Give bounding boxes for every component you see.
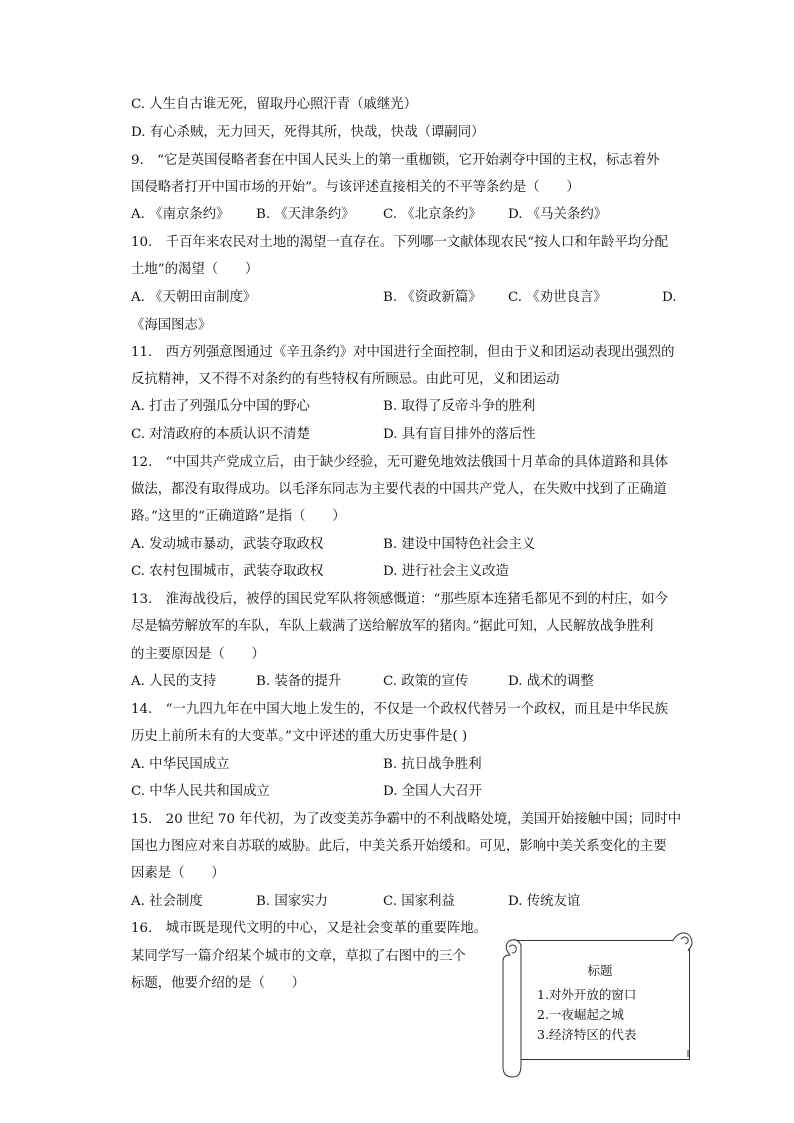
q16-stem-line2: 某同学写一篇介绍某个城市的文章，草拟了右图中的三个 (131, 949, 466, 964)
q14-option-c: C. 中华人民共和国成立 (131, 784, 270, 799)
q15-option-a: A. 社会制度 (131, 894, 203, 909)
q12-stem-line1: 12. “中国共产党成立后，由于缺少经验，无可避免地效法俄国十月革命的具体道路和具体 (131, 455, 668, 470)
q9-option-a: A. 《南京条约》 (131, 207, 230, 222)
q9-stem-line1: 9. “它是英国侵略者套在中国人民头上的第一重枷锁，它开始剥夺中国的主权，标志着外 (131, 153, 660, 168)
q10-stem-line2: 土地”的渴望（ ） (131, 262, 259, 277)
q14-stem-line2: 历史上前所未有的大变革。”文中评述的重大历史事件是( ) (131, 729, 468, 744)
q15-option-c: C. 国家利益 (383, 894, 455, 909)
scroll-item-1: 1.对外开放的窗口 (537, 987, 637, 1002)
q13-stem-line1: 13. 淮海战役后，被俘的国民党军队将领感慨道：“那些原本连猪毛都见不到的村庄，如今 (131, 592, 668, 607)
scroll-item-3: 3.经济特区的代表 (537, 1027, 637, 1042)
q10-stem-line1: 10. 千百年来农民对土地的渴望一直存在。下列哪一文献体现农民“按人口和年龄平均分配 (131, 235, 668, 250)
q15-stem-line3: 因素是（ ） (131, 866, 225, 881)
q13-stem-line3: 的主要原因是（ ） (131, 647, 265, 662)
q8-option-c: C. 人生自古谁无死，留取丹心照汗青（戚继光） (131, 97, 418, 112)
q12-stem-line3: 路。”这里的“正确道路”是指（ ） (131, 509, 346, 524)
q13-option-c: C. 政策的宣传 (383, 674, 469, 689)
q15-stem-line2: 国也力图应对来自苏联的威胁。此后，中美关系开始缓和。可见，影响中美关系变化的主要 (131, 839, 667, 854)
q15-option-d: D. 传统友谊 (508, 894, 581, 909)
q10-option-d: D. (662, 290, 677, 305)
q15-option-b: B. 国家实力 (256, 894, 328, 909)
q11-stem-line2: 反抗精神，又不得不对条约的有些特权有所顾忌。由此可见，义和团运动 (131, 372, 560, 387)
q10-option-a: A. 《天朝田亩制度》 (131, 290, 257, 305)
q11-option-d: D. 具有盲目排外的落后性 (383, 427, 536, 442)
q9-option-b: B. 《天津条约》 (256, 207, 355, 222)
q13-option-b: B. 装备的提升 (256, 674, 342, 689)
q11-option-c: C. 对清政府的本质认识不清楚 (131, 427, 310, 442)
q12-stem-line2: 做法，都没有取得成功。以毛泽东同志为主要代表的中国共产党人，在失败中找到了正确道 (131, 482, 667, 497)
q8-option-d: D. 有心杀贼，无力回天，死得其所，快哉，快哉（谭嗣同） (131, 125, 485, 140)
q14-stem-line1: 14. “一九四九年在中国大地上发生的，不仅是一个政权代替另一个政权，而且是中华民族 (131, 702, 668, 717)
q13-stem-line2: 尽是犒劳解放军的车队，车队上载满了送给解放军的猪肉。”据此可知，人民解放战争胜利 (131, 619, 654, 634)
q13-option-a: A. 人民的支持 (131, 674, 217, 689)
q12-option-d: D. 进行社会主义改造 (383, 564, 509, 579)
q12-option-b: B. 建设中国特色社会主义 (383, 537, 536, 552)
q12-option-c: C. 农村包围城市，武装夺取政权 (131, 564, 324, 579)
q11-stem-line1: 11. 西方列强意图通过《辛丑条约》对中国进行全面控制，但由于义和团运动表现出强烈的 (131, 345, 675, 360)
q10-option-c: C. 《劝世良言》 (508, 290, 607, 305)
scroll-title: 标题 (587, 963, 613, 978)
q11-option-b: B. 取得了反帝斗争的胜利 (383, 399, 536, 414)
q13-option-d: D. 战术的调整 (508, 674, 594, 689)
scroll-item-2: 2.一夜崛起之城 (537, 1007, 624, 1022)
q14-option-d: D. 全国人大召开 (383, 784, 483, 799)
q11-option-a: A. 打击了列强瓜分中国的野心 (131, 399, 310, 414)
q12-option-a: A. 发动城市暴动，武装夺取政权 (131, 537, 324, 552)
q10-option-d-text: 《海国图志》 (131, 318, 212, 333)
q9-stem-line2: 国侵略者打开中国市场的开始”。与该评述直接相关的不平等条约是（ ） (131, 180, 580, 195)
q14-option-b: B. 抗日战争胜利 (383, 757, 482, 772)
q9-option-c: C. 《北京条约》 (383, 207, 482, 222)
q14-option-a: A. 中华民国成立 (131, 757, 230, 772)
q16-stem-line1: 16. 城市既是现代文明的中心，又是社会变革的重要阵地。 (131, 921, 488, 936)
q9-option-d: D. 《马关条约》 (508, 207, 608, 222)
q16-stem-line3: 标题，他要介绍的是（ ） (131, 976, 306, 991)
q15-stem-line1: 15. 20 世纪 70 年代初，为了改变美苏争霸中的不利战略处境，美国开始接触中国；同时中 (131, 812, 682, 827)
q10-option-b: B. 《资政新篇》 (383, 290, 482, 305)
scroll-curl-icon (495, 925, 700, 1085)
